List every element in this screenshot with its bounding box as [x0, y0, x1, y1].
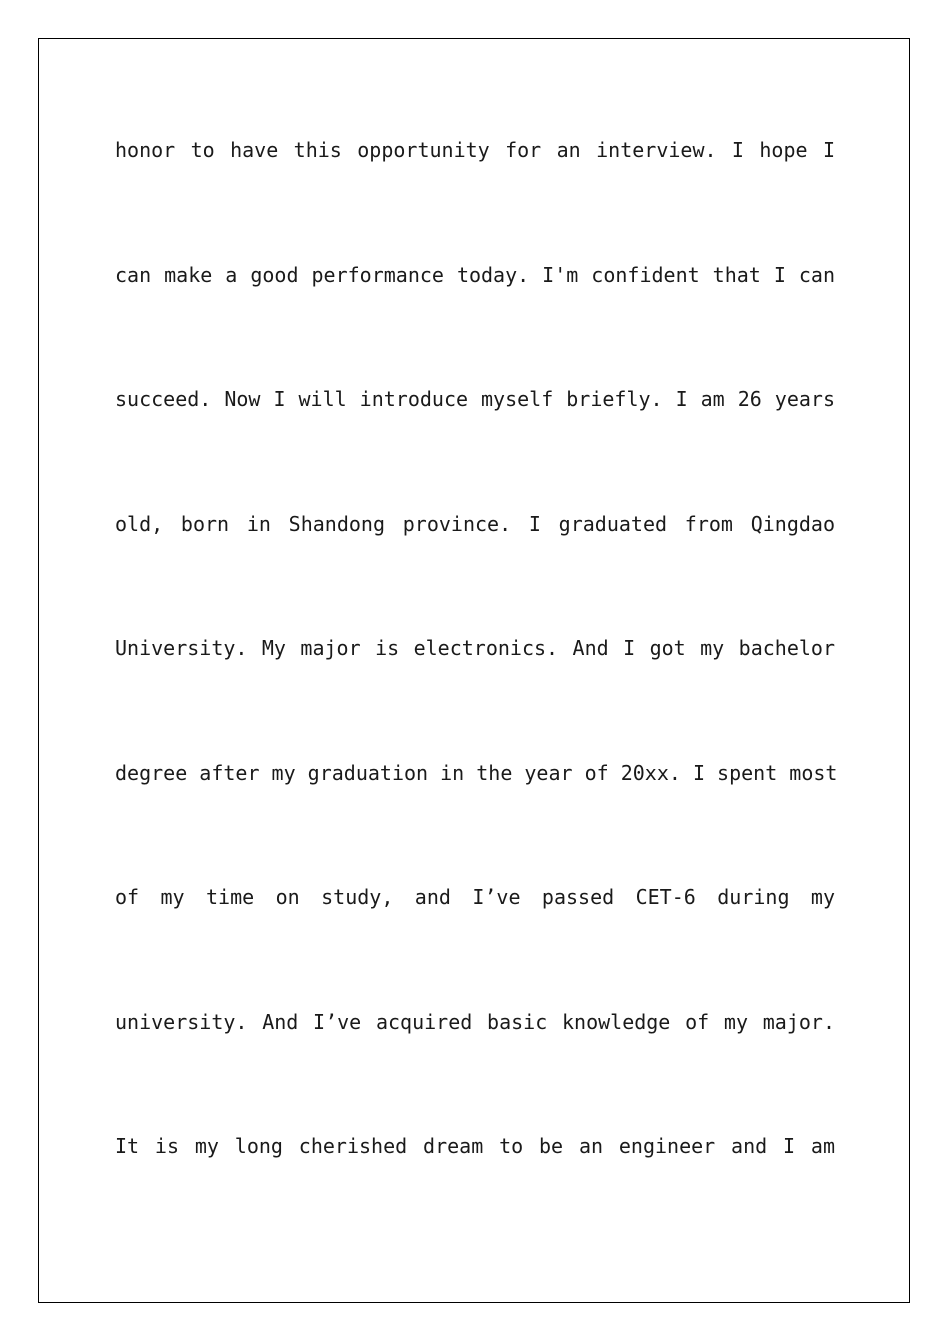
text-line-9: It is my long cherished dream to be an engineer and I am [115, 1134, 835, 1158]
text-line-5: University. My major is electronics. And I got my bachelor [115, 636, 835, 660]
text-line-1: honor to have this opportunity for an interview. I hope I [115, 138, 835, 162]
document-body [115, 126, 838, 1247]
text-line-8: university. And I’ve acquired basic knowledge of my major. [115, 1009, 835, 1034]
text-line-4: old, born in Shandong province. I graduated from Qingdao [115, 511, 835, 536]
text-line-7: of my time on study, and I’ve passed CET-6 during my [115, 885, 835, 909]
text-line-3: succeed. Now I will introduce myself briefly. I am 26 years [115, 387, 835, 411]
text-line-6: degree after my graduation in the year of 20xx. I spent most [115, 760, 838, 785]
text-line-2: can make a good performance today. I'm confident that I can [115, 262, 835, 287]
